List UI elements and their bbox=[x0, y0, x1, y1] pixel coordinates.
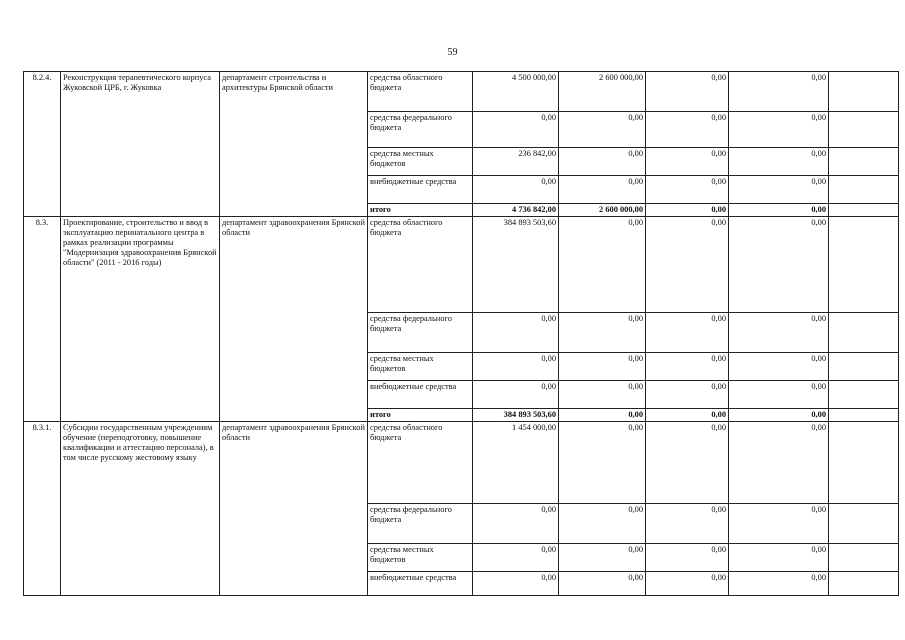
empty-cell bbox=[829, 112, 899, 148]
amount-cell-4: 0,00 bbox=[729, 148, 829, 176]
amount-cell-1: 0,00 bbox=[473, 112, 559, 148]
amount-cell-2: 0,00 bbox=[559, 544, 646, 572]
empty-cell bbox=[829, 217, 899, 313]
empty-cell bbox=[829, 381, 899, 409]
amount-cell-4: 0,00 bbox=[729, 313, 829, 353]
amount-cell-1: 384 893 503,60 bbox=[473, 217, 559, 313]
amount-cell-2: 2 600 000,00 bbox=[559, 204, 646, 217]
empty-cell bbox=[829, 504, 899, 544]
amount-cell-2: 0,00 bbox=[559, 381, 646, 409]
funding-source: внебюджетные средства bbox=[368, 381, 473, 409]
empty-cell bbox=[829, 409, 899, 422]
empty-cell bbox=[829, 72, 899, 112]
empty-cell bbox=[829, 422, 899, 504]
funding-source: средства областного бюджета bbox=[368, 422, 473, 504]
amount-cell-1: 4 736 842,00 bbox=[473, 204, 559, 217]
amount-cell-3: 0,00 bbox=[646, 381, 729, 409]
empty-cell bbox=[829, 176, 899, 204]
amount-cell-4: 0,00 bbox=[729, 176, 829, 204]
amount-cell-4: 0,00 bbox=[729, 572, 829, 596]
section-code: 8.3.1. bbox=[24, 422, 61, 596]
funding-source: итого bbox=[368, 204, 473, 217]
amount-cell-1: 384 893 503,60 bbox=[473, 409, 559, 422]
amount-cell-4: 0,00 bbox=[729, 112, 829, 148]
amount-cell-3: 0,00 bbox=[646, 422, 729, 504]
amount-cell-3: 0,00 bbox=[646, 544, 729, 572]
amount-cell-2: 0,00 bbox=[559, 572, 646, 596]
amount-cell-2: 0,00 bbox=[559, 313, 646, 353]
funding-source: средства местных бюджетов bbox=[368, 148, 473, 176]
section-name: Реконструкция терапевтического корпуса Жуковской ЦРБ, г. Жуковка bbox=[61, 72, 220, 217]
amount-cell-3: 0,00 bbox=[646, 148, 729, 176]
amount-cell-2: 0,00 bbox=[559, 422, 646, 504]
section-executor: департамент строительства и архитектуры Брянской области bbox=[220, 72, 368, 217]
amount-cell-3: 0,00 bbox=[646, 353, 729, 381]
amount-cell-4: 0,00 bbox=[729, 544, 829, 572]
funding-source: средства областного бюджета bbox=[368, 217, 473, 313]
amount-cell-4: 0,00 bbox=[729, 422, 829, 504]
amount-cell-1: 0,00 bbox=[473, 176, 559, 204]
section-code: 8.2.4. bbox=[24, 72, 61, 217]
amount-cell-4: 0,00 bbox=[729, 504, 829, 544]
empty-cell bbox=[829, 313, 899, 353]
amount-cell-2: 0,00 bbox=[559, 176, 646, 204]
amount-cell-1: 0,00 bbox=[473, 544, 559, 572]
amount-cell-3: 0,00 bbox=[646, 204, 729, 217]
funding-source: средства федерального бюджета bbox=[368, 504, 473, 544]
table-row bbox=[24, 72, 899, 112]
amount-cell-4: 0,00 bbox=[729, 409, 829, 422]
amount-cell-2: 0,00 bbox=[559, 148, 646, 176]
section-executor: департамент здравоохранения Брянской области bbox=[220, 217, 368, 422]
amount-cell-4: 0,00 bbox=[729, 217, 829, 313]
amount-cell-2: 0,00 bbox=[559, 409, 646, 422]
amount-cell-3: 0,00 bbox=[646, 217, 729, 313]
funding-source: средства областного бюджета bbox=[368, 72, 473, 112]
amount-cell-3: 0,00 bbox=[646, 72, 729, 112]
amount-cell-3: 0,00 bbox=[646, 504, 729, 544]
amount-cell-3: 0,00 bbox=[646, 176, 729, 204]
amount-cell-3: 0,00 bbox=[646, 313, 729, 353]
empty-cell bbox=[829, 572, 899, 596]
amount-cell-1: 0,00 bbox=[473, 572, 559, 596]
amount-cell-4: 0,00 bbox=[729, 204, 829, 217]
empty-cell bbox=[829, 353, 899, 381]
section-name: Проектирование, строительство и ввод в эксплуатацию перинатального центра в рамках реализации программы "Модернизация здравоохранения Брянской области" (2011 - 2016 годы) bbox=[61, 217, 220, 422]
empty-cell bbox=[829, 204, 899, 217]
funding-source: средства местных бюджетов bbox=[368, 353, 473, 381]
amount-cell-1: 1 454 000,00 bbox=[473, 422, 559, 504]
amount-cell-1: 0,00 bbox=[473, 313, 559, 353]
section-code: 8.3. bbox=[24, 217, 61, 422]
funding-source: средства федерального бюджета bbox=[368, 313, 473, 353]
budget-table bbox=[23, 71, 899, 596]
funding-source: средства местных бюджетов bbox=[368, 544, 473, 572]
amount-cell-2: 2 600 000,00 bbox=[559, 72, 646, 112]
empty-cell bbox=[829, 544, 899, 572]
funding-source: средства федерального бюджета bbox=[368, 112, 473, 148]
empty-cell bbox=[829, 148, 899, 176]
amount-cell-4: 0,00 bbox=[729, 381, 829, 409]
amount-cell-2: 0,00 bbox=[559, 504, 646, 544]
amount-cell-2: 0,00 bbox=[559, 112, 646, 148]
section-executor: департамент здравоохранения Брянской области bbox=[220, 422, 368, 596]
amount-cell-1: 236 842,00 bbox=[473, 148, 559, 176]
section-name: Субсидии государственным учреждениям обучение (переподготовку, повышение квалификации и аттестацию персонала), в том числе русскому жестовому языку bbox=[61, 422, 220, 596]
amount-cell-1: 0,00 bbox=[473, 353, 559, 381]
funding-source: внебюджетные средства bbox=[368, 176, 473, 204]
table-row bbox=[24, 422, 899, 504]
amount-cell-3: 0,00 bbox=[646, 572, 729, 596]
page-number: 59 bbox=[447, 47, 458, 58]
amount-cell-3: 0,00 bbox=[646, 112, 729, 148]
amount-cell-4: 0,00 bbox=[729, 353, 829, 381]
amount-cell-4: 0,00 bbox=[729, 72, 829, 112]
amount-cell-1: 4 500 000,00 bbox=[473, 72, 559, 112]
funding-source: итого bbox=[368, 409, 473, 422]
amount-cell-3: 0,00 bbox=[646, 409, 729, 422]
amount-cell-2: 0,00 bbox=[559, 217, 646, 313]
amount-cell-2: 0,00 bbox=[559, 353, 646, 381]
table-row bbox=[24, 217, 899, 313]
amount-cell-1: 0,00 bbox=[473, 381, 559, 409]
funding-source: внебюджетные средства bbox=[368, 572, 473, 596]
amount-cell-1: 0,00 bbox=[473, 504, 559, 544]
